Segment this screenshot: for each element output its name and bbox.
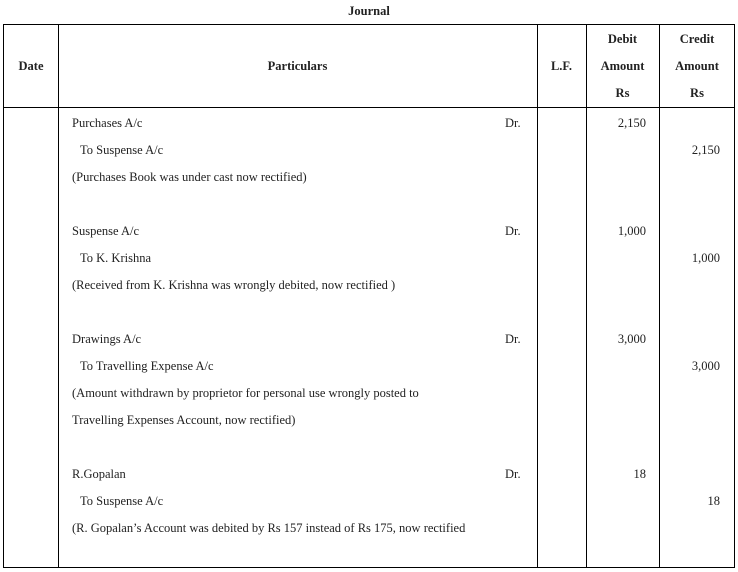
entry-credit-account: To Travelling Expense A/c — [80, 359, 214, 373]
entry-credit-amount: 2,150 — [691, 143, 720, 157]
entry-credit-amount: 1,000 — [691, 251, 720, 265]
journal-table — [3, 24, 735, 568]
entry-debit-amount: 2,150 — [617, 116, 646, 130]
entry-narration: (R. Gopalan’s Account was debited by Rs 157 instead of Rs 175, now rectified — [72, 521, 466, 535]
entry-credit-account: To Suspense A/c — [80, 143, 164, 157]
entry-debit-account: Purchases A/c — [72, 116, 143, 130]
entry-dr-label: Dr. — [505, 116, 521, 130]
entry-dr-label: Dr. — [505, 332, 521, 346]
entry-debit-account: Suspense A/c — [72, 224, 140, 238]
header-debit-2: Amount — [600, 59, 645, 73]
entry-debit-account: R.Gopalan — [72, 467, 126, 481]
entry-credit-account: To K. Krishna — [80, 251, 151, 265]
entry-debit-account: Drawings A/c — [72, 332, 142, 346]
header-debit-3: Rs — [615, 86, 630, 100]
entry-credit-amount: 3,000 — [691, 359, 720, 373]
entry-narration: (Received from K. Krishna was wrongly debited, now rectified ) — [72, 278, 396, 292]
header-date: Date — [18, 59, 44, 73]
entry-debit-amount: 18 — [633, 467, 646, 481]
entry-credit-account: To Suspense A/c — [80, 494, 164, 508]
entry-debit-amount: 1,000 — [617, 224, 646, 238]
header-divider — [4, 107, 734, 108]
header-lf: L.F. — [550, 59, 573, 73]
header-credit-1: Credit — [679, 32, 715, 46]
header-credit-3: Rs — [690, 86, 704, 100]
entry-credit-amount: 18 — [707, 494, 720, 508]
entry-narration: (Purchases Book was under cast now rectified) — [72, 170, 307, 184]
entry-narration: Travelling Expenses Account, now rectified) — [72, 413, 296, 427]
header-debit-1: Debit — [607, 32, 638, 46]
entry-narration: (Amount withdrawn by proprietor for personal use wrongly posted to — [72, 386, 419, 400]
entry-dr-label: Dr. — [505, 467, 521, 481]
entry-debit-amount: 3,000 — [617, 332, 646, 346]
header-particulars: Particulars — [267, 59, 328, 73]
header-credit-2: Amount — [675, 59, 719, 73]
journal-title: Journal — [348, 4, 390, 18]
entry-dr-label: Dr. — [505, 224, 521, 238]
